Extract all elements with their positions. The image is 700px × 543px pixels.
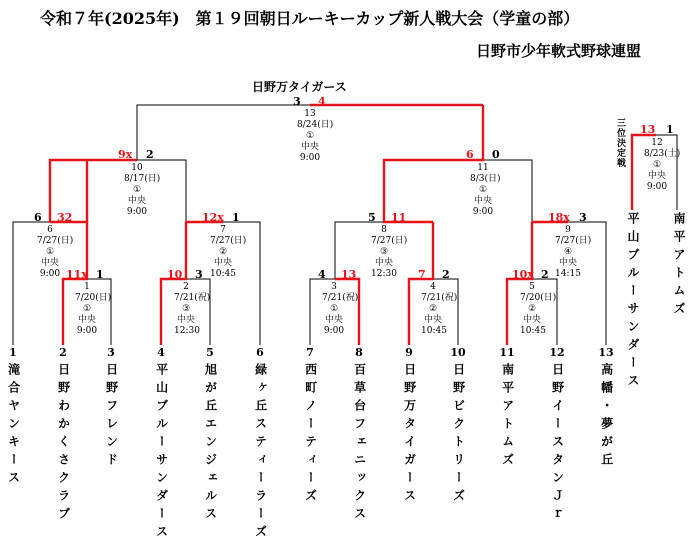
score-g8-left: 5 [368, 211, 376, 224]
champion-name: 日野万タイガース [252, 80, 347, 94]
game-info-10: 10 8/17(日) ① 中央 9:00 [124, 163, 161, 217]
team-3: 3 日野フレンド [104, 346, 119, 472]
score-g10-left: 9x [118, 148, 133, 161]
score-g4-right: 2 [442, 268, 450, 281]
score-g12-right: 1 [666, 123, 674, 136]
score-g1-left: 11x [66, 268, 88, 281]
score-g10-right: 2 [146, 148, 154, 161]
score-g12-left: 13 [640, 123, 656, 136]
score-g4-left: 7 [418, 268, 426, 281]
game-info-12: 12 8/23(土) ① 中央 9:00 [644, 138, 681, 192]
game-info-4: 4 7/21(祝) ② 中央 10:45 [421, 282, 458, 336]
game-info-2: 2 7/21(祝) ③ 中央 12:30 [174, 282, 211, 336]
score-g7-left: 12x [202, 211, 224, 224]
third-place-label: 三位決定戦 [615, 118, 625, 168]
game-info-11: 11 8/3(日) ① 中央 9:00 [470, 163, 501, 217]
score-g3-right: 13 [341, 268, 357, 281]
organizer: 日野市少年軟式野球連盟 [476, 42, 642, 60]
game-info-9: 9 7/27(日) ④ 中央 14:15 [555, 225, 592, 279]
score-g1-right: 1 [96, 268, 104, 281]
team-2: 2 日野わかくさクラブ [56, 346, 71, 526]
score-g13-left: 3 [293, 95, 301, 108]
page-title: 令和７年(2025年) 第１９回朝日ルーキーカップ新人戦大会（学童の部） [40, 9, 580, 28]
team-6: 6 緑ヶ丘スティーラーズ [253, 346, 268, 543]
team-8: 8 百草台フェニックス [352, 346, 367, 526]
team-1: 1 滝合ヤンキース [6, 346, 21, 490]
score-g11-right: 0 [492, 148, 500, 161]
team-5: 5 旭が丘エンジェルス [203, 346, 218, 526]
score-g6-right: 32 [57, 211, 73, 224]
win-g8 [384, 105, 483, 222]
score-g13-right: 4 [318, 95, 326, 108]
score-g8-right: 11 [391, 211, 407, 224]
team-9: 9 日野万タイガース [402, 346, 417, 508]
score-g9-left: 18x [548, 211, 570, 224]
third-place-left-team: 平山ブルーサンダース [626, 212, 640, 392]
score-g5-right: 2 [541, 268, 549, 281]
team-7: 7 西町ノーティーズ [303, 346, 318, 508]
game-info-13: 13 8/24(日) ① 中央 9:00 [297, 109, 334, 163]
team-13: 13 高幡・夢が丘 [598, 346, 614, 472]
team-11: 11 南平アトムズ [499, 346, 515, 472]
score-g6-left: 6 [34, 211, 42, 224]
team-10: 10 日野ビクトリーズ [450, 346, 466, 508]
game-info-6: 6 7/27(日) ① 中央 9:00 [37, 225, 74, 279]
score-g3-left: 4 [318, 268, 326, 281]
game-info-7: 7 7/27(日) ② 中央 10:45 [210, 225, 247, 279]
score-g11-left: 6 [466, 148, 474, 161]
score-g7-right: 1 [232, 211, 240, 224]
game-info-1: 1 7/20(日) ① 中央 9:00 [75, 282, 112, 336]
team-4: 4 平山ブルーサンダース [154, 346, 169, 543]
score-g2-left: 10 [167, 268, 183, 281]
third-place-right-team: 南平アトムズ [672, 212, 686, 320]
game-info-8: 8 7/27(日) ③ 中央 12:30 [371, 225, 408, 279]
team-12: 12 日野イースタンＪｒ [549, 346, 565, 526]
score-g2-right: 3 [195, 268, 203, 281]
game-info-5: 5 7/20(日) ② 中央 10:45 [520, 282, 557, 336]
score-g5-left: 10x [512, 268, 534, 281]
game-info-3: 3 7/21(祝) ① 中央 9:00 [322, 282, 359, 336]
line-g10-up [137, 105, 310, 160]
score-g9-right: 3 [579, 211, 587, 224]
